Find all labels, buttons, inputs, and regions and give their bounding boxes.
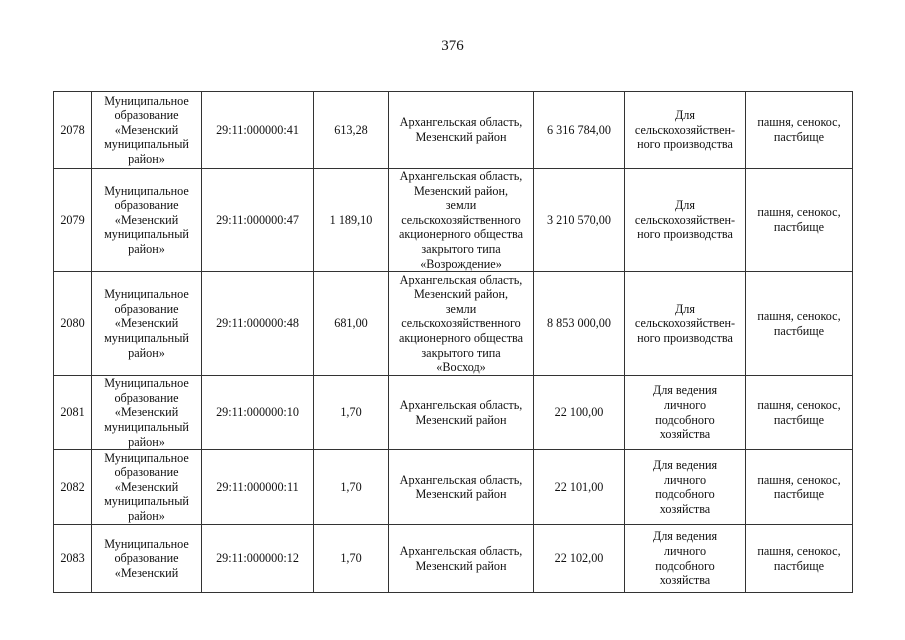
location-cell: Архангельская область, Мезенский район, земли сельскохозяйственного акционерного общества закрытого типа «Восход» bbox=[389, 272, 534, 376]
row-number-cell: 2081 bbox=[54, 376, 92, 450]
cadastral-value-cell: 22 100,00 bbox=[534, 376, 625, 450]
area-cell: 1 189,10 bbox=[314, 169, 389, 272]
page-number: 376 bbox=[441, 38, 464, 54]
land-type-cell: пашня, сенокос, пастбище bbox=[746, 92, 853, 169]
cadastral-number-cell: 29:11:000000:12 bbox=[202, 525, 314, 593]
permitted-use-cell: Для сельскохозяйствен- ного производства bbox=[625, 169, 746, 272]
land-type-cell: пашня, сенокос, пастбище bbox=[746, 376, 853, 450]
cadastral-number-cell: 29:11:000000:11 bbox=[202, 450, 314, 525]
permitted-use-cell: Для сельскохозяйствен- ного производства bbox=[625, 92, 746, 169]
cadastral-value-cell: 8 853 000,00 bbox=[534, 272, 625, 376]
permitted-use-cell: Для сельскохозяйствен- ного производства bbox=[625, 272, 746, 376]
cadastral-value-cell: 22 102,00 bbox=[534, 525, 625, 593]
land-registry-table bbox=[53, 91, 853, 593]
location-cell: Архангельская область, Мезенский район, земли сельскохозяйственного акционерного общества закрытого типа «Возрождение» bbox=[389, 169, 534, 272]
area-cell: 681,00 bbox=[314, 272, 389, 376]
permitted-use-cell: Для ведения личного подсобного хозяйства bbox=[625, 376, 746, 450]
cadastral-value-cell: 6 316 784,00 bbox=[534, 92, 625, 169]
table-row bbox=[54, 272, 853, 376]
cadastral-value-cell: 22 101,00 bbox=[534, 450, 625, 525]
table-row bbox=[54, 169, 853, 272]
table-row bbox=[54, 92, 853, 169]
area-cell: 613,28 bbox=[314, 92, 389, 169]
location-cell: Архангельская область, Мезенский район bbox=[389, 92, 534, 169]
row-number-cell: 2079 bbox=[54, 169, 92, 272]
cadastral-number-cell: 29:11:000000:48 bbox=[202, 272, 314, 376]
location-cell: Архангельская область, Мезенский район bbox=[389, 450, 534, 525]
row-number-cell: 2083 bbox=[54, 525, 92, 593]
location-cell: Архангельская область, Мезенский район bbox=[389, 376, 534, 450]
owner-cell: Муниципальное образование «Мезенский bbox=[92, 525, 202, 593]
land-type-cell: пашня, сенокос, пастбище bbox=[746, 169, 853, 272]
cadastral-number-cell: 29:11:000000:47 bbox=[202, 169, 314, 272]
permitted-use-cell: Для ведения личного подсобного хозяйства bbox=[625, 450, 746, 525]
area-cell: 1,70 bbox=[314, 450, 389, 525]
location-cell: Архангельская область, Мезенский район bbox=[389, 525, 534, 593]
cadastral-value-cell: 3 210 570,00 bbox=[534, 169, 625, 272]
land-type-cell: пашня, сенокос, пастбище bbox=[746, 525, 853, 593]
owner-cell: Муниципальное образование «Мезенский муниципальный район» bbox=[92, 92, 202, 169]
table-row bbox=[54, 525, 853, 593]
row-number-cell: 2082 bbox=[54, 450, 92, 525]
table-row bbox=[54, 450, 853, 525]
permitted-use-cell: Для ведения личного подсобного хозяйства bbox=[625, 525, 746, 593]
owner-cell: Муниципальное образование «Мезенский муниципальный район» bbox=[92, 272, 202, 376]
land-type-cell: пашня, сенокос, пастбище bbox=[746, 450, 853, 525]
owner-cell: Муниципальное образование «Мезенский муниципальный район» bbox=[92, 376, 202, 450]
row-number-cell: 2078 bbox=[54, 92, 92, 169]
cadastral-number-cell: 29:11:000000:41 bbox=[202, 92, 314, 169]
land-type-cell: пашня, сенокос, пастбище bbox=[746, 272, 853, 376]
owner-cell: Муниципальное образование «Мезенский муниципальный район» bbox=[92, 450, 202, 525]
owner-cell: Муниципальное образование «Мезенский муниципальный район» bbox=[92, 169, 202, 272]
table-row bbox=[54, 376, 853, 450]
cadastral-number-cell: 29:11:000000:10 bbox=[202, 376, 314, 450]
row-number-cell: 2080 bbox=[54, 272, 92, 376]
area-cell: 1,70 bbox=[314, 525, 389, 593]
area-cell: 1,70 bbox=[314, 376, 389, 450]
